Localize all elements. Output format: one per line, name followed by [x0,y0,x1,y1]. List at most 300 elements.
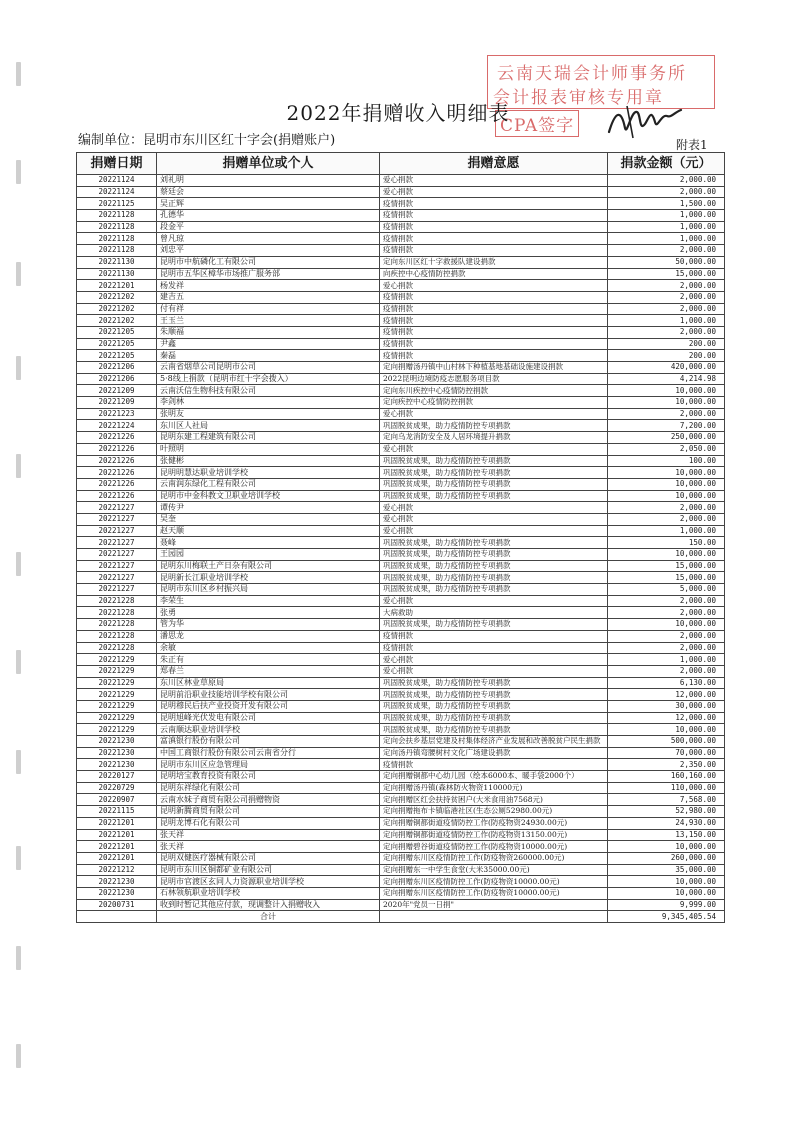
purpose-cell: 爱心捐款 [380,443,608,455]
date-cell: 20221128 [77,245,157,257]
purpose-cell: 疫情捐款 [380,291,608,303]
amount-cell: 15,000.00 [608,560,725,572]
table-row [77,303,725,315]
amount-cell: 24,930.00 [608,817,725,829]
amount-cell: 200.00 [608,338,725,350]
date-cell: 20220127 [77,771,157,783]
donor-cell: 李剑林 [157,397,380,409]
donor-cell: 昆明市中金科教文卫职业培训学校 [157,490,380,502]
date-cell: 20221202 [77,291,157,303]
donor-cell: 吴奎 [157,513,380,525]
amount-cell: 30,000.00 [608,700,725,712]
purpose-cell: 爱心捐款 [380,654,608,666]
table-row [77,572,725,584]
amount-cell: 1,000.00 [608,233,725,245]
date-cell: 20221228 [77,595,157,607]
table-row [77,420,725,432]
donor-cell: 昆明双健医疗器械有限公司 [157,852,380,864]
amount-cell: 2,000.00 [608,175,725,187]
purpose-cell: 爱心捐款 [380,280,608,292]
donor-cell: 昆明明慧达职业培训学校 [157,467,380,479]
donation-table [76,152,725,923]
amount-cell: 7,200.00 [608,420,725,432]
date-cell: 20221124 [77,186,157,198]
amount-cell: 15,000.00 [608,268,725,280]
date-cell: 20221201 [77,829,157,841]
purpose-cell: 疫情捐款 [380,350,608,362]
table-row [77,432,725,444]
donor-cell: 收到时暂记其他应付款，现调整计入捐赠收入 [157,899,380,911]
donor-cell: 李荣生 [157,595,380,607]
purpose-cell: 定向疾控中心疫情防控捐款 [380,397,608,409]
amount-cell: 50,000.00 [608,256,725,268]
date-cell: 20221128 [77,210,157,222]
date-cell: 20221226 [77,455,157,467]
amount-cell: 10,000.00 [608,619,725,631]
date-cell: 20221206 [77,362,157,374]
table-row [77,806,725,818]
date-cell: 20221201 [77,841,157,853]
binder-mark [16,356,21,380]
donor-cell: 孔德华 [157,210,380,222]
date-cell: 20221205 [77,338,157,350]
binder-mark [16,650,21,674]
amount-cell: 2,000.00 [608,408,725,420]
stamp-line-1: 云南天瑞会计师事务所 [497,64,687,84]
amount-cell: 13,150.00 [608,829,725,841]
header-amount: 捐款金额（元） [608,153,725,175]
purpose-cell: 疫情捐款 [380,338,608,350]
table-row [77,759,725,771]
total-date-cell [77,911,157,923]
amount-cell: 10,000.00 [608,724,725,736]
date-cell: 20221227 [77,513,157,525]
date-cell: 20221226 [77,443,157,455]
purpose-cell: 巩固脱贫成果，助力疫情防控专项捐款 [380,700,608,712]
date-cell: 20221228 [77,630,157,642]
purpose-cell: 巩固脱贫成果，助力疫情防控专项捐款 [380,572,608,584]
date-cell: 20221228 [77,607,157,619]
date-cell: 20221229 [77,677,157,689]
donor-cell: 尹鑫 [157,338,380,350]
date-cell: 20221224 [77,420,157,432]
table-row [77,362,725,374]
amount-cell: 2,000.00 [608,595,725,607]
donor-cell: 昆明龙博石化有限公司 [157,817,380,829]
table-row [77,747,725,759]
donor-cell: 蔡廷会 [157,186,380,198]
purpose-cell: 爱心捐款 [380,502,608,514]
amount-cell: 100.00 [608,455,725,467]
purpose-cell: 爱心捐款 [380,408,608,420]
donor-cell: 石林领航职业培训学校 [157,887,380,899]
date-cell: 20221226 [77,467,157,479]
donor-cell: 朱顺福 [157,326,380,338]
donor-cell: 昆明市东川区铜都矿业有限公司 [157,864,380,876]
donor-cell: 昆明东建工程建筑有限公司 [157,432,380,444]
table-row [77,233,725,245]
donor-cell: 杨发祥 [157,280,380,292]
date-cell: 20221115 [77,806,157,818]
donor-cell: 昆明市东川区乡村振兴局 [157,584,380,596]
table-row [77,560,725,572]
amount-cell: 250,000.00 [608,432,725,444]
binder-mark [16,552,21,576]
date-cell: 20221125 [77,198,157,210]
donor-cell: 昆明市中航磷化工有限公司 [157,256,380,268]
donor-cell: 张勇 [157,607,380,619]
table-row [77,899,725,911]
amount-cell: 10,000.00 [608,549,725,561]
purpose-cell: 疫情捐款 [380,326,608,338]
date-cell: 20221230 [77,887,157,899]
purpose-cell: 2020年"党员一日捐" [380,899,608,911]
date-cell: 20221227 [77,525,157,537]
donor-cell: 吴正辉 [157,198,380,210]
table-body [77,175,725,911]
purpose-cell: 巩固脱贫成果，助力疫情防控专项捐款 [380,549,608,561]
table-row [77,326,725,338]
table-row [77,630,725,642]
amount-cell: 2,000.00 [608,291,725,303]
purpose-cell: 爱心捐款 [380,665,608,677]
amount-cell: 52,980.00 [608,806,725,818]
binder-mark [16,454,21,478]
table-row [77,829,725,841]
table-row [77,198,725,210]
table-row [77,478,725,490]
amount-cell: 1,000.00 [608,221,725,233]
donor-cell: 段金平 [157,221,380,233]
amount-cell: 260,000.00 [608,852,725,864]
purpose-cell: 定向会扶乡基层党建及村集体经济产业发展和改善脱贫户民生捐款 [380,736,608,748]
total-row [77,911,725,923]
header-purpose: 捐赠意愿 [380,153,608,175]
amount-cell: 35,000.00 [608,864,725,876]
table-row [77,549,725,561]
table-row [77,373,725,385]
date-cell: 20221201 [77,280,157,292]
binder-mark [16,846,21,870]
amount-cell: 2,000.00 [608,642,725,654]
amount-cell: 2,000.00 [608,280,725,292]
donor-cell: 张明友 [157,408,380,420]
date-cell: 20221128 [77,221,157,233]
purpose-cell: 疫情捐款 [380,642,608,654]
table-row [77,771,725,783]
table-row [77,584,725,596]
date-cell: 20221209 [77,397,157,409]
purpose-cell: 巩固脱贫成果，助力疫情防控专项捐款 [380,490,608,502]
amount-cell: 9,999.00 [608,899,725,911]
donor-cell: 郑春兰 [157,665,380,677]
date-cell: 20221128 [77,233,157,245]
donor-cell: 管为华 [157,619,380,631]
purpose-cell: 定向捐赠铜都中心幼儿园（绘本6000本、暖手袋2000个） [380,771,608,783]
donor-cell: 刘礼明 [157,175,380,187]
amount-cell: 2,350.00 [608,759,725,771]
date-cell: 20221229 [77,712,157,724]
binder-mark [16,262,21,286]
table-row [77,291,725,303]
date-cell: 20221202 [77,303,157,315]
purpose-cell: 大病救助 [380,607,608,619]
donor-cell: 5·8线上捐款（昆明市红十字会拨入） [157,373,380,385]
purpose-cell: 巩固脱贫成果，助力疫情防控专项捐款 [380,537,608,549]
table-row [77,677,725,689]
purpose-cell: 定向东川疾控中心疫情防控捐款 [380,385,608,397]
purpose-cell: 疫情捐款 [380,759,608,771]
date-cell: 20221226 [77,478,157,490]
amount-cell: 2,000.00 [608,607,725,619]
purpose-cell: 疫情捐款 [380,303,608,315]
table-row [77,210,725,222]
purpose-cell: 定向捐赠东一中学生食堂(大米35000.00元) [380,864,608,876]
table-row [77,350,725,362]
table-row [77,186,725,198]
table-row [77,467,725,479]
amount-cell: 4,214.98 [608,373,725,385]
attachment-label: 附表1 [676,138,708,152]
purpose-cell: 向疾控中心疫情防控捐款 [380,268,608,280]
stamp-line-3: CPA签字 [495,110,579,137]
table-row [77,175,725,187]
date-cell: 20221230 [77,736,157,748]
date-cell: 20221202 [77,315,157,327]
table-row [77,736,725,748]
purpose-cell: 定向捐赠东川区疫情防控工作(防疫物资260000.00元) [380,852,608,864]
binder-mark [16,946,21,970]
table-row [77,794,725,806]
donor-cell: 昆明前沿职业技能培训学校有限公司 [157,689,380,701]
amount-cell: 200.00 [608,350,725,362]
amount-cell: 10,000.00 [608,841,725,853]
donor-cell: 云南沃信生物科技有限公司 [157,385,380,397]
table-row [77,268,725,280]
purpose-cell: 定向捐赠东川区疫情防控工作(防疫物资10000.00元) [380,876,608,888]
table-header-row [77,153,725,175]
date-cell: 20221226 [77,490,157,502]
date-cell: 20221229 [77,689,157,701]
header-donor: 捐赠单位或个人 [157,153,380,175]
purpose-cell: 2022昆明边境防疫志愿服务项目款 [380,373,608,385]
purpose-cell: 定向捐赠东川区疫情防控工作(防疫物资10000.00元) [380,887,608,899]
amount-cell: 2,000.00 [608,502,725,514]
amount-cell: 1,000.00 [608,315,725,327]
amount-cell: 1,000.00 [608,525,725,537]
amount-cell: 15,000.00 [608,572,725,584]
purpose-cell: 定向捐赠汤丹镇(森林防火物资110000元) [380,782,608,794]
table-row [77,607,725,619]
donor-cell: 建吉五 [157,291,380,303]
total-label: 合计 [157,911,380,923]
donor-cell: 昆明市东川区应急管理局 [157,759,380,771]
table-row [77,397,725,409]
amount-cell: 160,160.00 [608,771,725,783]
donor-cell: 张天祥 [157,841,380,853]
amount-cell: 2,000.00 [608,245,725,257]
purpose-cell: 巩固脱贫成果，助力疫情防控专项捐款 [380,689,608,701]
donor-cell: 昆明培宝教育投资有限公司 [157,771,380,783]
donor-cell: 东川区人社局 [157,420,380,432]
purpose-cell: 定向捐赠铜都街道疫情防控工作(防疫物资13150.00元) [380,829,608,841]
date-cell: 20221212 [77,864,157,876]
purpose-cell: 定向捐赠铜都街道疫情防控工作(防疫物资24930.00元) [380,817,608,829]
amount-cell: 150.00 [608,537,725,549]
amount-cell: 10,000.00 [608,467,725,479]
table-row [77,455,725,467]
compiling-unit: 编制单位：昆明市东川区红十字会(捐赠账户) [78,133,336,148]
purpose-cell: 巩固脱贫成果，助力疫情防控专项捐款 [380,560,608,572]
donor-cell: 昆明新长江职业培训学校 [157,572,380,584]
purpose-cell: 定向汤丹镇弯腰树村文化广场建设捐款 [380,747,608,759]
purpose-cell: 巩固脱贫成果，助力疫情防控专项捐款 [380,619,608,631]
table-row [77,443,725,455]
table-row [77,817,725,829]
date-cell: 20221130 [77,268,157,280]
donor-cell: 余敏 [157,642,380,654]
amount-cell: 500,000.00 [608,736,725,748]
donor-cell: 云南润东绿化工程有限公司 [157,478,380,490]
table-row [77,665,725,677]
purpose-cell: 疫情捐款 [380,221,608,233]
donor-cell: 张健彬 [157,455,380,467]
table-row [77,513,725,525]
amount-cell: 2,000.00 [608,326,725,338]
donor-cell: 聂峰 [157,537,380,549]
amount-cell: 10,000.00 [608,876,725,888]
donor-cell: 秦磊 [157,350,380,362]
date-cell: 20221226 [77,432,157,444]
donor-cell: 中国工商银行股份有限公司云南省分行 [157,747,380,759]
donor-cell: 张天祥 [157,829,380,841]
total-purpose-cell [380,911,608,923]
purpose-cell: 定向东川区红十字救援队建设捐款 [380,256,608,268]
amount-cell: 12,000.00 [608,689,725,701]
purpose-cell: 巩固脱贫成果，助力疫情防控专项捐款 [380,584,608,596]
stamp-line-2: 会计报表审核专用章 [493,88,664,108]
donor-cell: 昆明新腾商贸有限公司 [157,806,380,818]
total-amount: 9,345,405.54 [608,911,725,923]
donor-cell: 赵天顺 [157,525,380,537]
donor-cell: 王园园 [157,549,380,561]
amount-cell: 10,000.00 [608,385,725,397]
donor-cell: 王玉兰 [157,315,380,327]
donor-cell: 付有祥 [157,303,380,315]
binder-mark [16,1044,21,1068]
date-cell: 20221227 [77,560,157,572]
date-cell: 20221209 [77,385,157,397]
purpose-cell: 巩固脱贫成果，助力疫情防控专项捐款 [380,724,608,736]
table-row [77,876,725,888]
amount-cell: 110,000.00 [608,782,725,794]
binder-mark [16,160,21,184]
table-row [77,654,725,666]
donor-cell: 昆明穆民后扶产业投资开发有限公司 [157,700,380,712]
table-row [77,595,725,607]
date-cell: 20221229 [77,654,157,666]
purpose-cell: 巩固脱贫成果，助力疫情防控专项捐款 [380,467,608,479]
purpose-cell: 疫情捐款 [380,315,608,327]
amount-cell: 10,000.00 [608,397,725,409]
table-row [77,887,725,899]
amount-cell: 2,000.00 [608,303,725,315]
date-cell: 20200731 [77,899,157,911]
date-cell: 20221229 [77,665,157,677]
binder-mark [16,750,21,774]
date-cell: 20221130 [77,256,157,268]
donor-cell: 富滇银行股份有限公司 [157,736,380,748]
table-row [77,619,725,631]
amount-cell: 2,050.00 [608,443,725,455]
amount-cell: 12,000.00 [608,712,725,724]
donor-cell: 昆明市官渡区玄同人力资源职业培训学校 [157,876,380,888]
date-cell: 20221227 [77,502,157,514]
table-row [77,280,725,292]
purpose-cell: 巩固脱贫成果，助力疫情防控专项捐款 [380,677,608,689]
purpose-cell: 疫情捐款 [380,210,608,222]
amount-cell: 10,000.00 [608,887,725,899]
date-cell: 20221229 [77,700,157,712]
donor-cell: 昆明市五华区樟华市场推广服务部 [157,268,380,280]
table-row [77,642,725,654]
table-row [77,221,725,233]
purpose-cell: 疫情捐款 [380,233,608,245]
amount-cell: 1,000.00 [608,654,725,666]
donor-cell: 云南顺达职业培训学校 [157,724,380,736]
date-cell: 20221205 [77,326,157,338]
purpose-cell: 定向捐赠拖布卡镇临港社区(生态公厕52980.00元) [380,806,608,818]
donor-cell: 云南省烟草公司昆明市公司 [157,362,380,374]
table-row [77,338,725,350]
donor-cell: 云南水妹子商贸有限公司捐赠物资 [157,794,380,806]
date-cell: 20221230 [77,747,157,759]
purpose-cell: 巩固脱贫成果，助力疫情防控专项捐款 [380,478,608,490]
purpose-cell: 定向捐赠碧谷街道疫情防控工作(防疫物资10000.00元) [380,841,608,853]
amount-cell: 10,000.00 [608,490,725,502]
donor-cell: 昆明旭峰光伏发电有限公司 [157,712,380,724]
purpose-cell: 巩固脱贫成果，助力疫情防控专项捐款 [380,420,608,432]
table-row [77,700,725,712]
date-cell: 20220729 [77,782,157,794]
date-cell: 20220907 [77,794,157,806]
amount-cell: 5,000.00 [608,584,725,596]
date-cell: 20221230 [77,759,157,771]
amount-cell: 2,000.00 [608,186,725,198]
purpose-cell: 巩固脱贫成果，助力疫情防控专项捐款 [380,455,608,467]
amount-cell: 7,568.00 [608,794,725,806]
table-row [77,245,725,257]
donor-cell: 曾凡琼 [157,233,380,245]
donor-cell: 叶照明 [157,443,380,455]
amount-cell: 70,000.00 [608,747,725,759]
table-row [77,385,725,397]
amount-cell: 1,000.00 [608,210,725,222]
date-cell: 20221201 [77,852,157,864]
date-cell: 20221227 [77,549,157,561]
purpose-cell: 定向捐赠汤丹镇中山村林下种植基地基础设施建设捐款 [380,362,608,374]
table-row [77,782,725,794]
purpose-cell: 巩固脱贫成果，助力疫情防控专项捐款 [380,712,608,724]
header-date: 捐赠日期 [77,153,157,175]
date-cell: 20221227 [77,584,157,596]
donor-cell: 朱正有 [157,654,380,666]
purpose-cell: 爱心捐款 [380,525,608,537]
date-cell: 20221227 [77,572,157,584]
table-row [77,490,725,502]
purpose-cell: 疫情捐款 [380,630,608,642]
purpose-cell: 爱心捐款 [380,186,608,198]
